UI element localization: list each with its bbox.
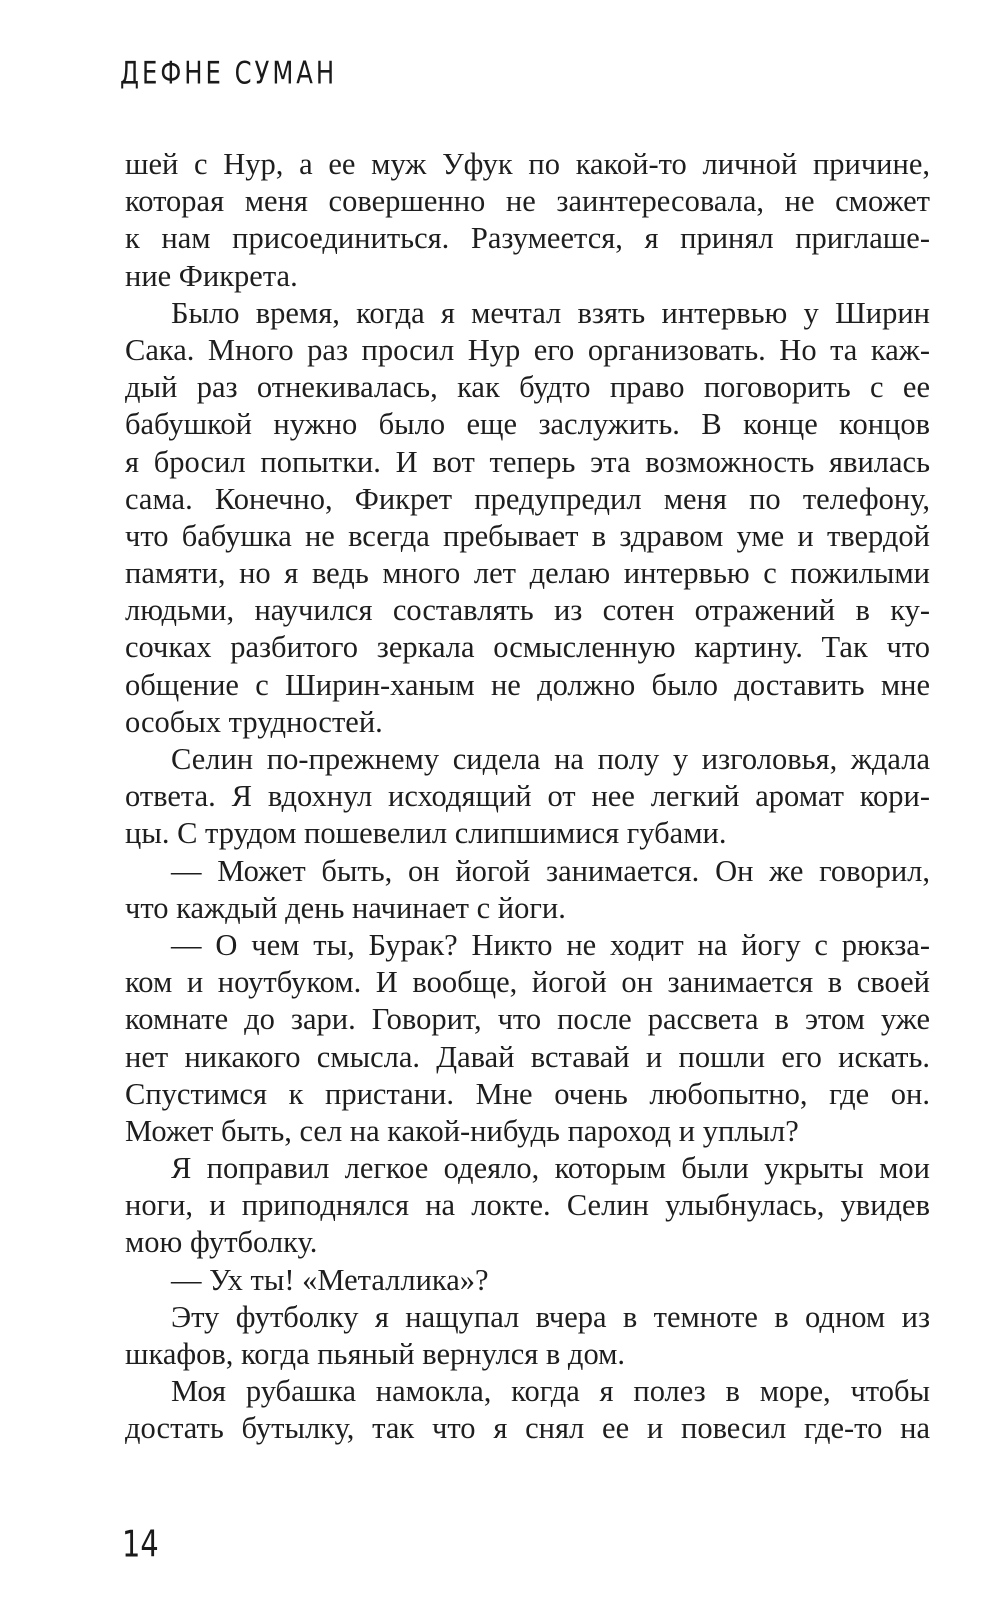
text-line: дый раз отнекивалась, как будто право поговорить с ее (125, 370, 930, 405)
text-line: шей с Нур, а ее муж Уфук по какой-то личной причине, (125, 147, 930, 181)
text-line: особых трудностей. (125, 704, 383, 739)
text-line: ответа. Я вдохнул исходящий от нее легкий аромат кори- (125, 779, 930, 814)
text-line: Моя рубашка намокла, когда я полез в море, чтобы (171, 1374, 930, 1409)
text-line: Было время, когда я мечтал взять интервью у Ширин (171, 295, 930, 330)
text-line: — Может быть, он йогой занимается. Он же говорил, (171, 853, 930, 888)
text-line: людьми, научился составлять из сотен отражений в ку- (125, 593, 930, 628)
text-line: ком и ноутбуком. И вообще, йогой он занимается в своей (125, 965, 930, 1000)
text-line: я бросил попытки. И вот теперь эта возможность явилась (125, 444, 930, 479)
text-line: общение с Ширин-ханым не должно было доставить мне (125, 667, 930, 702)
text-line: которая меня совершенно не заинтересовала, не сможет (125, 184, 930, 219)
text-line: бабушкой нужно было еще заслужить. В конце концов (125, 407, 930, 442)
text-line: что каждый день начинает с йоги. (125, 890, 566, 925)
text-line: ние Фикрета. (125, 258, 298, 293)
text-line: ноги, и приподнялся на локте. Селин улыбнулась, увидев (125, 1188, 930, 1223)
text-line: памяти, но я ведь много лет делаю интервью с пожилыми (125, 556, 930, 591)
text-line: — Ух ты! «Металлика»? (171, 1262, 489, 1297)
running-head-author: ДЕФНЕ СУМАН (120, 56, 338, 92)
text-line: сама. Конечно, Фикрет предупредил меня по телефону, (125, 481, 930, 516)
text-line: Может быть, сел на какой-нибудь пароход и уплыл? (125, 1113, 799, 1148)
text-line: что бабушка не всегда пребывает в здравом уме и твердой (125, 518, 930, 553)
text-line: к нам присоединиться. Разумеется, я принял приглаше- (125, 221, 930, 256)
text-line: сочках разбитого зеркала осмысленную картину. Так что (125, 630, 930, 665)
text-line: цы. С трудом пошевелил слипшимися губами. (125, 816, 727, 851)
page-number: 14 (122, 1522, 159, 1566)
text-line: нет никакого смысла. Давай вставай и пошли его искать. (125, 1039, 930, 1074)
text-line: комнате до зари. Говорит, что после рассвета в этом уже (125, 1002, 930, 1037)
body-text (125, 146, 930, 1448)
text-line: Сака. Много раз просил Нур его организовать. Но та каж- (125, 332, 930, 367)
text-line: Эту футболку я нащупал вчера в темноте в одном из (171, 1299, 930, 1334)
text-line: мою футболку. (125, 1225, 318, 1260)
text-line: Спустимся к пристани. Мне очень любопытно, где он. (125, 1076, 930, 1111)
text-line: Селин по-прежнему сидела на полу у изголовья, ждала (171, 742, 930, 776)
text-line: Я поправил легкое одеяло, которым были укрыты мои (171, 1151, 930, 1186)
text-line: — О чем ты, Бурак? Никто не ходит на йогу с рюкза- (171, 927, 930, 962)
text-line: шкафов, когда пьяный вернулся в дом. (125, 1337, 626, 1371)
text-line: достать бутылку, так что я снял ее и повесил где-то на (125, 1411, 930, 1446)
